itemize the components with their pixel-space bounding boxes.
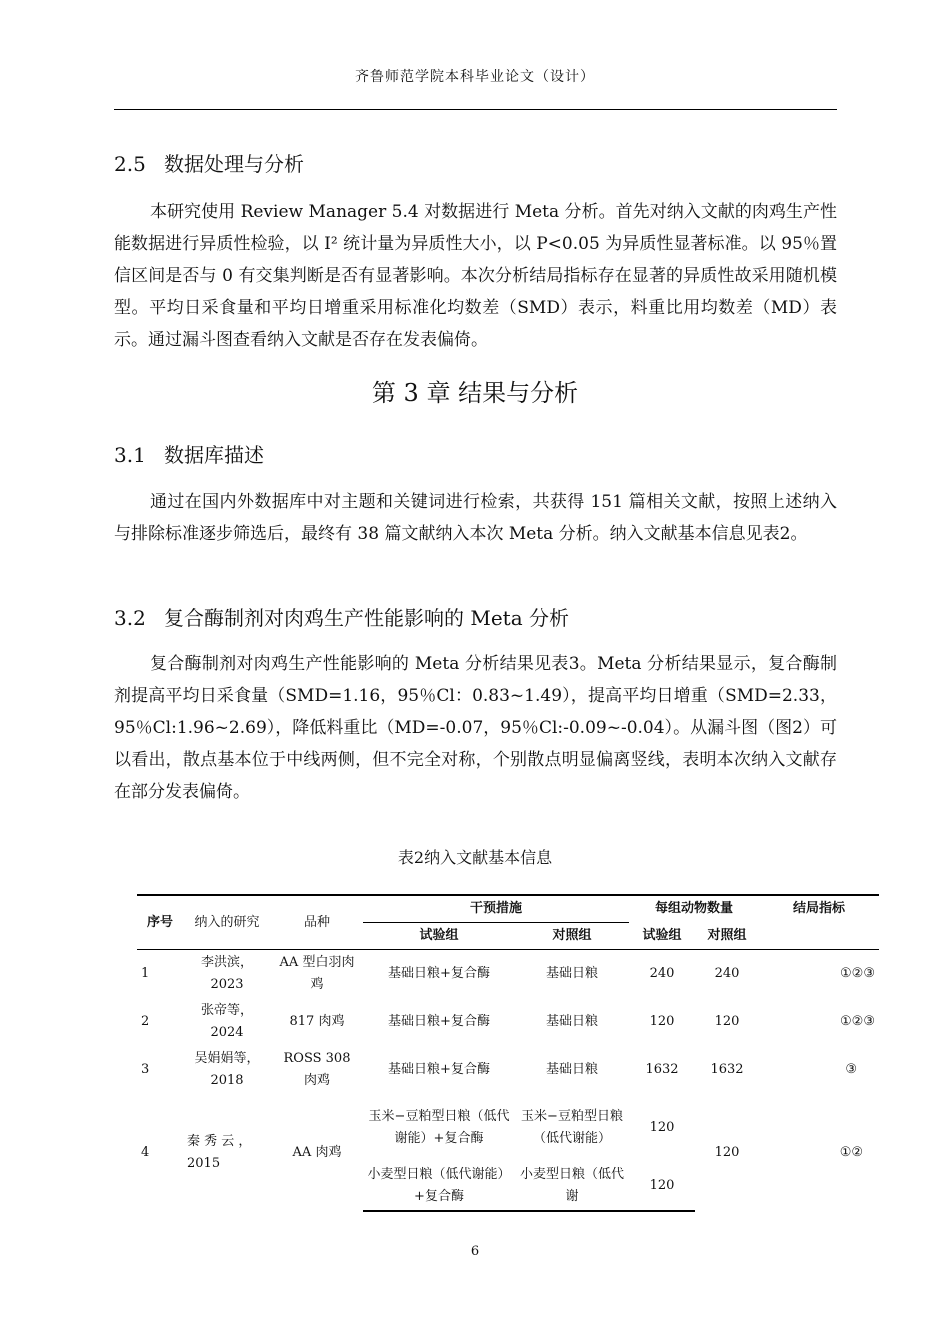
header-breed: 品种 [271, 895, 363, 950]
cell-no: 1 [141, 966, 150, 981]
section-title: 数据处理与分析 [164, 152, 304, 176]
cell-n-test: 120 [629, 1162, 695, 1211]
section-number: 2.5 [114, 152, 146, 176]
page-header: 齐鲁师范学院本科毕业论文（设计） [355, 69, 595, 85]
header-outcome: 结局指标 [759, 895, 879, 923]
cell-outcome: ①② [839, 1144, 863, 1160]
cell-breed: 817 肉鸡 [289, 1014, 345, 1029]
header-rule [114, 109, 837, 110]
table-row [137, 1046, 879, 1094]
cell-study: 吴娟娟等，2018 [194, 1051, 260, 1088]
header-animals: 每组动物数量 [629, 895, 759, 923]
cell-study: 秦 秀 云 ，2015 [187, 1133, 252, 1171]
header-outcome-blank [759, 923, 879, 950]
page-number: 6 [470, 1244, 480, 1259]
cell-control: 基础日粮 [545, 1014, 598, 1029]
section-title: 复合酶制剂对肉鸡生产性能影响的 Meta 分析 [164, 606, 569, 630]
paragraph: 通过在国内外数据库中对主题和关键词进行检索，共获得 151 篇相关文献，按照上述纳入与排除标准逐步筛选后，最终有 38 篇文献纳入本次 Meta 分析。纳入文献基本信息见表2。 [114, 492, 837, 544]
cell-n-control: 120 [714, 1014, 740, 1029]
cell-n-test: 120 [649, 1014, 675, 1029]
section-title: 数据库描述 [164, 443, 264, 467]
chapter-title: 第 3 章 结果与分析 [371, 379, 579, 407]
header-animals-test: 试验组 [629, 923, 695, 950]
section-3-2-heading [114, 602, 569, 631]
cell-n-control: 240 [714, 966, 740, 981]
cell-n-test: 240 [649, 966, 675, 981]
header-study: 纳入的研究 [183, 895, 271, 950]
header-animals-control: 对照组 [695, 923, 759, 950]
table-row [137, 998, 879, 1046]
cell-breed: AA 肉鸡 [292, 1144, 342, 1160]
header-control-group: 对照组 [515, 923, 629, 950]
cell-outcome: ①②③ [840, 1014, 875, 1029]
cell-test: 基础日粮+复合酶 [388, 1014, 490, 1029]
cell-no: 2 [141, 1014, 150, 1029]
cell-n-test: 120 [649, 1120, 675, 1135]
section-3-2-body [114, 648, 837, 808]
cell-test: 玉米−豆粕型日粮（低代谢能）+复合酶 [368, 1109, 510, 1146]
cell-n-control: 1632 [710, 1062, 744, 1077]
cell-no: 4 [141, 1144, 150, 1160]
cell-n-test: 1632 [645, 1062, 679, 1077]
cell-test: 小麦型日粮（低代谢能）+复合酶 [363, 1162, 515, 1211]
cell-breed: AA 型白羽肉鸡 [279, 955, 355, 992]
section-3-1-heading [114, 439, 264, 468]
table-caption: 表2纳入文献基本信息 [397, 848, 553, 867]
table-header-row [137, 895, 879, 923]
cell-outcome: ③ [845, 1062, 857, 1077]
cell-test: 基础日粮+复合酶 [388, 1062, 490, 1077]
section-3-1-body [114, 486, 837, 550]
study-info-table [137, 894, 879, 1212]
cell-test: 基础日粮+复合酶 [388, 966, 490, 981]
cell-control: 小麦型日粮（低代谢 [515, 1162, 629, 1211]
paragraph: 本研究使用 Review Manager 5.4 对数据进行 Meta 分析。首先对纳入文献的肉鸡生产性能数据进行异质性检验，以 I² 统计量为异质性大小，以 P<0.05 为异质性显著标准。以 95％置信区间是否与 0 有交集判断是否有显著影响。本次分析结局指标存在显著的异质性故采用随机模型。平均日采食量和平均日增重采用标准化均数差（SMD）表示，料重比用均数差（MD）表示。通过漏斗图查看纳入文献是否存在发表偏倚。 [114, 202, 837, 350]
cell-control: 基础日粮 [545, 966, 598, 981]
cell-control: 基础日粮 [545, 1062, 598, 1077]
table-row [137, 1094, 879, 1162]
header-intervention: 干预措施 [363, 895, 629, 923]
header-test-group: 试验组 [363, 923, 515, 950]
cell-control: 玉米−豆粕型日粮（低代谢能） [521, 1109, 623, 1146]
paragraph: 复合酶制剂对肉鸡生产性能影响的 Meta 分析结果见表3。Meta 分析结果显示，复合酶制剂提高平均日采食量（SMD=1.16，95％Cl：0.83~1.49），提高平均日增重（SMD=2.33，95％Cl:1.96~2.69），降低料重比（MD=-0.07，95％Cl:-0.09~-0.04）。从漏斗图（图2）可以看出，散点基本位于中线两侧，但不完全对称，个别散点明显偏离竖线，表明本次纳入文献存在部分发表偏倚。 [114, 654, 837, 802]
section-number: 3.2 [114, 606, 146, 630]
cell-n-control: 120 [714, 1144, 740, 1160]
section-2-5-heading [114, 148, 304, 177]
cell-outcome: ①②③ [840, 966, 875, 981]
table-row [137, 950, 879, 999]
cell-no: 3 [141, 1062, 150, 1077]
cell-study: 李洪滨，2023 [200, 955, 253, 992]
section-number: 3.1 [114, 443, 146, 467]
header-no: 序号 [137, 895, 183, 950]
cell-breed: ROSS 308 肉鸡 [283, 1051, 351, 1088]
cell-study: 张帝等，2024 [200, 1003, 253, 1040]
section-2-5-body [114, 196, 837, 356]
